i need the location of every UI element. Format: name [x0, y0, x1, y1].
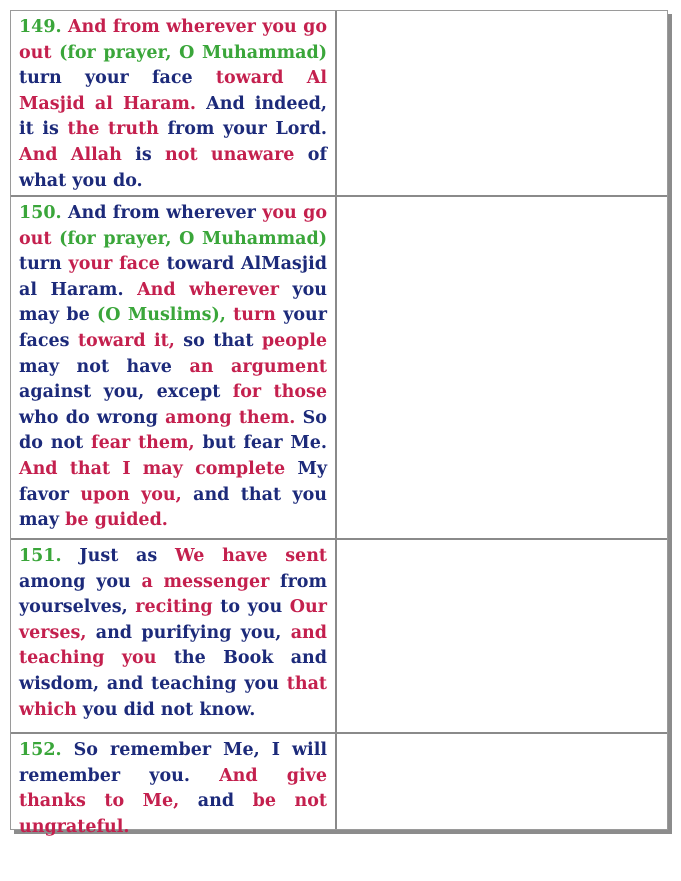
translation-segment: be guided. — [65, 510, 168, 531]
translation-segment: people — [261, 330, 327, 351]
translation-segment: turn — [19, 254, 69, 275]
translation-segment: So remember Me, I will remember you. — [19, 740, 327, 786]
arabic-text-151 — [341, 540, 663, 732]
verse-table — [10, 10, 668, 837]
arabic-text-150 — [341, 197, 663, 538]
translation-segment: (O Muslims), — [97, 305, 226, 326]
translation-segment: turn your face — [19, 68, 216, 89]
arabic-text-149 — [341, 11, 663, 195]
translation-segment: Our verses, — [19, 597, 327, 643]
translation-segment: is — [135, 144, 166, 165]
translation-segment: (for prayer, O Muhammad) — [59, 228, 327, 249]
verse-row-152 — [11, 734, 667, 837]
translation-segment: And Allah — [19, 144, 136, 165]
translation-segment: And give thanks to Me, — [19, 765, 327, 812]
verse-row-149 — [11, 11, 667, 197]
translation-segment: among them. — [165, 407, 296, 428]
english-translation-149 — [11, 11, 337, 195]
translation-segment: from your Lord. — [158, 119, 328, 140]
translation-segment: toward Al Masjid al Haram. — [19, 68, 328, 114]
translation-segment: and — [179, 791, 253, 812]
translation-segment: Just as — [79, 546, 175, 566]
translation-segment: so that — [174, 330, 262, 351]
translation-segment: ungrateful. — [19, 816, 130, 837]
translation-segment: We have sent — [175, 546, 327, 566]
translation-segment: you did not know. — [76, 699, 256, 720]
translation-segment: 151. — [19, 546, 80, 566]
translation-segment: And that I may complete — [19, 458, 286, 479]
translation-segment: who do wrong — [19, 407, 166, 428]
translation-segment: may not have — [19, 356, 190, 377]
translation-segment: 152. — [19, 740, 74, 760]
translation-segment: fear them, — [91, 433, 195, 454]
translation-segment: upon you, — [80, 484, 182, 505]
translation-segment: So do not — [19, 407, 327, 454]
translation-segment: toward AlMasjid al Haram. — [19, 254, 327, 300]
translation-segment: you may be — [19, 279, 327, 326]
translation-segment: toward it, — [77, 330, 175, 351]
translation-segment: and teaching you — [19, 622, 327, 669]
english-translation-152 — [11, 734, 337, 837]
translation-segment: And indeed, it is — [19, 93, 327, 140]
translation-segment: turn — [225, 305, 276, 326]
translation-segment: the Book and wisdom, and teaching you — [19, 648, 328, 694]
translation-segment: of what you do. — [19, 144, 327, 191]
translation-segment: (for prayer, O Muhammad) — [59, 42, 327, 63]
translation-segment: from yourselves, — [19, 571, 327, 618]
translation-segment: the truth — [67, 119, 159, 140]
translation-segment: for those — [232, 382, 327, 403]
translation-segment: but fear Me. — [194, 433, 327, 454]
translation-segment: And wherever — [137, 279, 279, 300]
arabic-text-152 — [341, 734, 663, 829]
translation-segment: your face — [68, 254, 160, 275]
translation-segment: an argument — [189, 356, 327, 377]
translation-segment: and purifying you, — [86, 622, 291, 643]
translation-segment: reciting — [135, 597, 213, 618]
translation-segment: to you — [212, 597, 290, 618]
translation-segment: And from wherever — [67, 203, 263, 223]
english-translation-150 — [11, 197, 337, 538]
verse-row-151 — [11, 540, 667, 734]
translation-segment: and that you may — [19, 484, 327, 531]
translation-segment: And from wherever you go out — [19, 17, 327, 63]
translation-segment: that which — [19, 673, 327, 720]
translation-segment: 150. — [19, 203, 68, 223]
translation-segment: against you, except — [19, 382, 233, 403]
verse-row-150 — [11, 197, 667, 540]
translation-segment: your faces — [19, 305, 327, 351]
translation-segment: My favor — [19, 458, 327, 505]
translation-segment: among you — [19, 571, 142, 592]
translation-segment: not unaware — [165, 144, 295, 165]
english-translation-151 — [11, 540, 337, 732]
translation-segment: 149. — [19, 17, 68, 37]
translation-segment: you go out — [19, 203, 327, 249]
translation-segment: a messenger — [141, 571, 270, 592]
translation-segment: be not — [252, 791, 328, 812]
